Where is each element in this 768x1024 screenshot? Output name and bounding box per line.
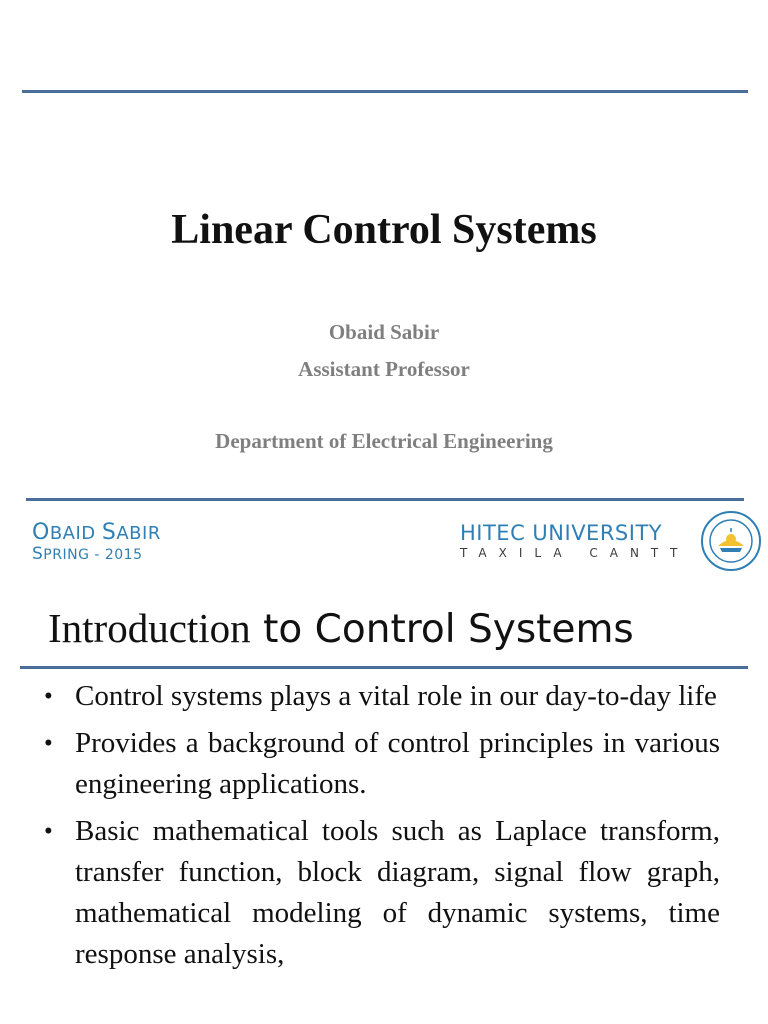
top-divider [22, 90, 748, 93]
author-name: Obaid Sabir [328, 320, 440, 344]
bullet-text: • Provides a background of control principles in various engineering applications. [75, 727, 720, 800]
university-seal-icon [700, 510, 762, 572]
section-title-part1: Introduction [48, 605, 251, 651]
slide-title: Linear Control Systems [171, 207, 597, 253]
surname-rest: ABIR [116, 523, 161, 544]
university-name: HITEC UNIVERSITY [460, 521, 663, 545]
bullet-item [44, 723, 720, 805]
section-divider [20, 666, 748, 669]
bullet-item [44, 676, 720, 717]
author-department: Department of Electrical Engineering [215, 429, 553, 453]
presenter-footer [32, 522, 161, 564]
bullet-item [44, 811, 720, 975]
university-footer [460, 520, 689, 561]
presenter-name [32, 522, 161, 545]
name-initial: O [32, 520, 50, 545]
bullet-list [44, 676, 720, 981]
name-rest: BAID [49, 523, 102, 544]
term-label [32, 545, 161, 564]
term-rest: PRING - 2015 [43, 547, 143, 563]
university-location: TAXILA CANTT [460, 546, 690, 560]
term-initial: S [32, 544, 44, 564]
slide-divider [26, 498, 744, 501]
section-title-part2: to Control Systems [250, 607, 634, 652]
bullet-text: • Basic mathematical tools such as Laplace transform, transfer function, block diagram, signal flow graph, mathematical modeling of dynamic systems, time response analysis, [75, 815, 720, 970]
author-role: Assistant Professor [298, 357, 470, 381]
surname-initial: S [101, 520, 117, 545]
bullet-text: • Control systems plays a vital role in our day-to-day life [75, 680, 717, 712]
section-title [48, 604, 634, 652]
